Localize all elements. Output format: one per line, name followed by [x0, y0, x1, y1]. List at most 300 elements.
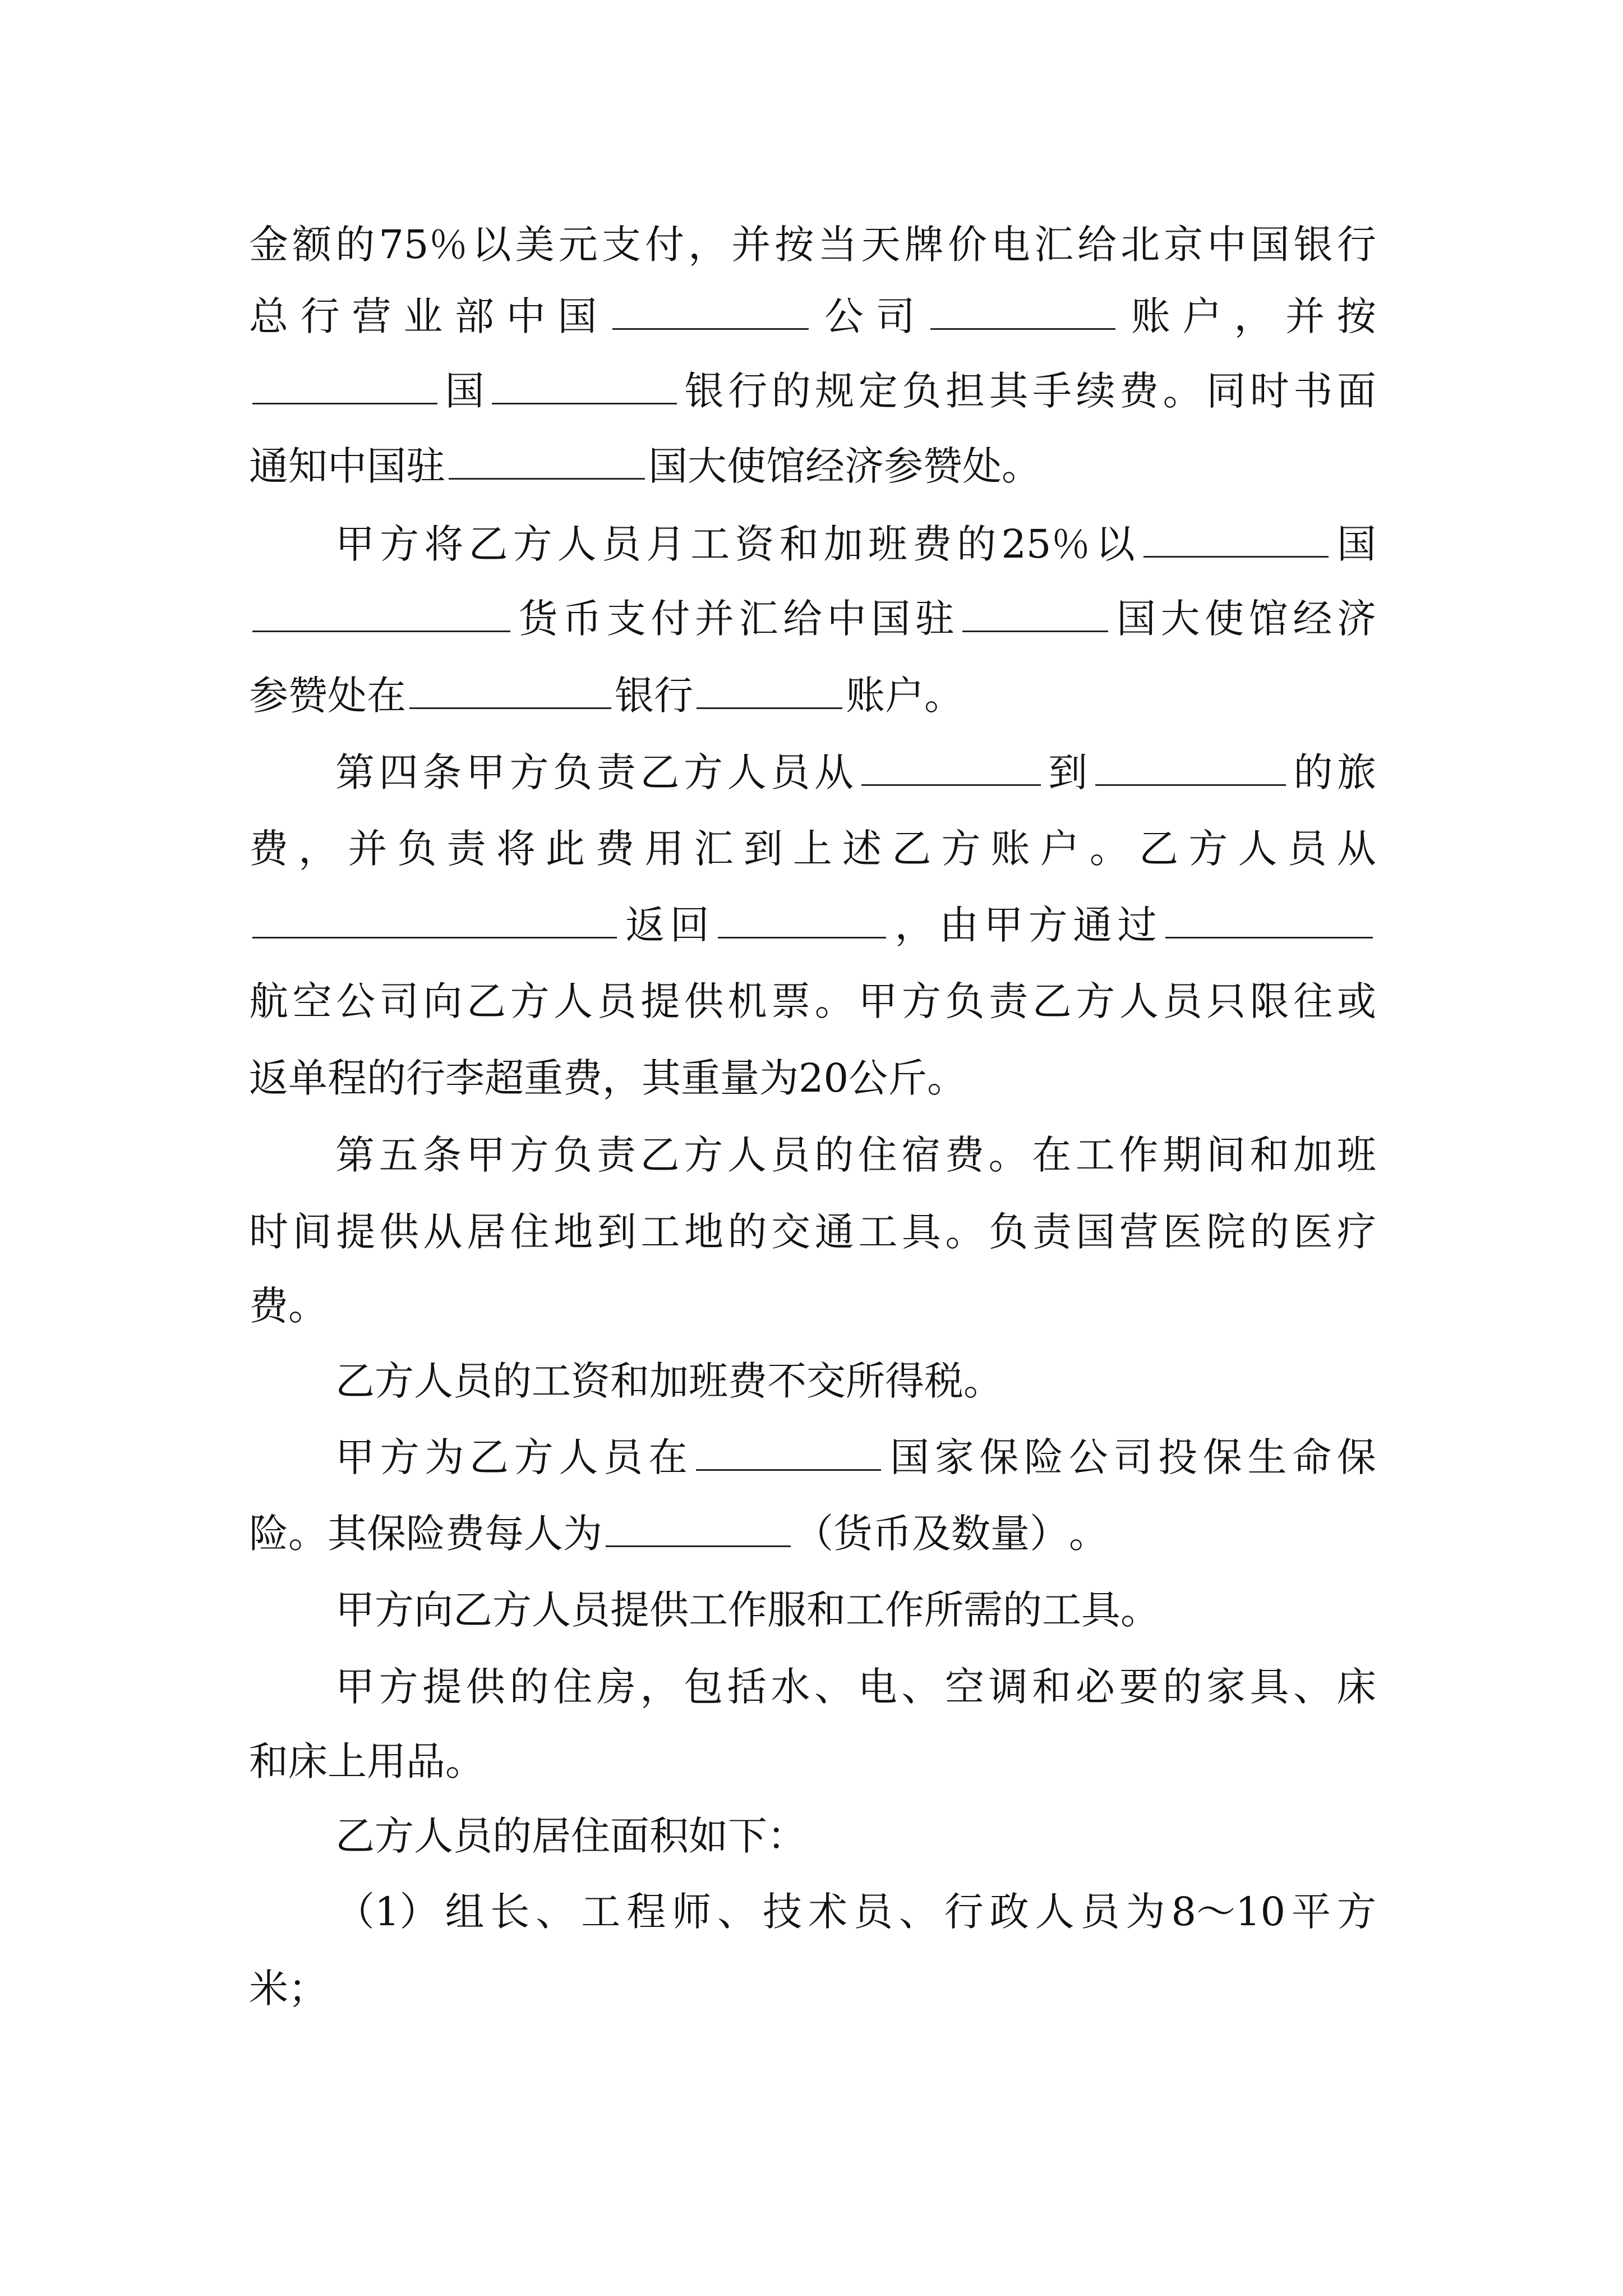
text-glyph: 的	[1293, 749, 1333, 795]
text-glyph: 通	[249, 443, 288, 489]
text-glyph: 馆	[766, 443, 805, 489]
text-glyph: 甲	[335, 1434, 375, 1480]
text-glyph: 京	[1164, 222, 1204, 268]
text-glyph: 和	[779, 521, 819, 567]
text-glyph: 牌	[904, 222, 944, 268]
text-glyph: 。	[288, 1283, 328, 1329]
text-glyph: 甲	[335, 521, 375, 567]
text-glyph: 并	[731, 222, 771, 268]
text-glyph: 提	[336, 1209, 376, 1255]
text-line	[249, 662, 1376, 729]
text-glyph: 费	[563, 1055, 602, 1101]
text-glyph: 户	[1182, 293, 1222, 339]
text-glyph: 知	[288, 443, 328, 489]
text-glyph: 20	[799, 1055, 849, 1101]
text-line	[249, 968, 1376, 1035]
text-glyph: 长	[490, 1889, 530, 1935]
text-glyph: 具	[1249, 1664, 1289, 1710]
text-glyph: 经	[1293, 596, 1332, 642]
text-glyph: 25％	[1001, 521, 1091, 567]
text-glyph: 述	[842, 826, 882, 872]
text-glyph: 驻	[915, 596, 955, 642]
text-glyph: 付	[651, 596, 690, 642]
text-glyph: 返	[625, 902, 665, 948]
text-glyph: ，	[1234, 293, 1274, 339]
text-glyph: 人	[1035, 1889, 1075, 1935]
text-glyph: 间	[292, 1209, 332, 1255]
text-glyph: 汇	[739, 596, 778, 642]
fill-in-blank[interactable]	[1095, 780, 1286, 786]
text-glyph: 期	[1163, 1132, 1202, 1178]
text-glyph: 提	[640, 978, 680, 1024]
text-glyph: 人	[559, 1434, 598, 1480]
text-glyph: 班	[1336, 1132, 1376, 1178]
text-glyph: 的	[1249, 1209, 1289, 1255]
text-glyph: 国	[1076, 1209, 1115, 1255]
text-glyph: 其	[989, 368, 1029, 414]
text-glyph: 公	[336, 978, 376, 1024]
text-glyph: 通	[1073, 902, 1113, 948]
text-glyph: 险	[249, 1511, 288, 1557]
text-glyph: 五	[379, 1132, 418, 1178]
fill-in-blank[interactable]	[697, 703, 842, 709]
text-glyph: 保	[1202, 1434, 1242, 1480]
text-glyph: 工	[846, 1587, 885, 1633]
text-glyph: 所	[924, 1587, 963, 1633]
text-glyph: 方	[1188, 826, 1228, 872]
text-glyph: 如	[689, 1813, 728, 1859]
fill-in-blank[interactable]	[492, 398, 677, 404]
text-glyph: 得	[885, 1358, 924, 1404]
text-glyph: 天	[861, 222, 901, 268]
text-line	[335, 1653, 1376, 1720]
fill-in-blank[interactable]	[696, 1465, 881, 1471]
text-glyph: 担	[945, 368, 985, 414]
text-glyph: 并	[694, 596, 734, 642]
text-glyph: ，	[688, 222, 728, 268]
text-glyph: ，	[895, 902, 934, 948]
text-glyph: 济	[1336, 596, 1376, 642]
text-glyph: 部	[454, 293, 494, 339]
text-glyph: 75％	[379, 222, 468, 268]
text-glyph: 方	[509, 749, 549, 795]
text-glyph: 作	[885, 1587, 924, 1633]
text-glyph: 上	[328, 1738, 367, 1784]
text-glyph: 从	[1336, 826, 1376, 872]
text-glyph: 乙	[469, 1434, 509, 1480]
text-glyph: 。	[988, 1132, 1028, 1178]
text-glyph: 银	[615, 673, 654, 719]
text-glyph: 方	[684, 1132, 723, 1178]
text-glyph: 需	[963, 1587, 1003, 1633]
text-glyph: 方	[901, 978, 941, 1024]
text-glyph: 险	[406, 1511, 445, 1557]
text-glyph: 国	[445, 368, 485, 414]
text-glyph: ）	[1030, 1511, 1069, 1557]
text-glyph: 方	[941, 826, 981, 872]
text-line	[249, 357, 1376, 425]
text-glyph: 积	[649, 1813, 689, 1859]
text-glyph: 汇	[694, 826, 734, 872]
text-glyph: 条	[422, 1132, 462, 1178]
text-glyph: 方	[1028, 902, 1068, 948]
text-glyph: 支	[606, 596, 646, 642]
text-glyph: 员	[603, 1434, 643, 1480]
text-glyph: 人	[554, 978, 593, 1024]
text-glyph: 。	[963, 1358, 1003, 1404]
text-glyph: 量	[720, 1055, 759, 1101]
text-glyph: 员	[601, 521, 641, 567]
text-glyph: 公	[1068, 1434, 1108, 1480]
text-glyph: 括	[727, 1664, 767, 1710]
text-glyph: 保	[1336, 1434, 1376, 1480]
text-glyph: 责	[989, 978, 1029, 1024]
text-glyph: 班	[689, 1358, 728, 1404]
text-glyph: 术	[808, 1889, 847, 1935]
text-glyph: 公	[849, 1055, 888, 1101]
text-glyph: 工	[581, 1889, 621, 1935]
text-line	[335, 510, 1376, 578]
text-glyph: 人	[532, 1587, 571, 1633]
text-glyph: 用	[644, 826, 684, 872]
text-glyph: 的	[1163, 1664, 1202, 1710]
text-glyph: 国	[1250, 222, 1290, 268]
text-glyph: 住	[553, 1664, 593, 1710]
text-glyph: 赞	[288, 673, 328, 719]
text-glyph: 的	[771, 368, 811, 414]
text-glyph: 人	[414, 1358, 453, 1404]
text-glyph: 人	[557, 521, 597, 567]
text-glyph: 责	[596, 1132, 636, 1178]
text-glyph: 只	[1206, 978, 1246, 1024]
text-glyph: 。	[1089, 826, 1129, 872]
text-glyph: 面	[1336, 368, 1376, 414]
text-glyph: 方	[514, 1434, 554, 1480]
fill-in-blank[interactable]	[252, 398, 437, 404]
text-glyph: 提	[610, 1587, 649, 1633]
text-glyph: 方	[513, 521, 552, 567]
text-line	[249, 1955, 1376, 2022]
text-glyph: 营	[352, 293, 391, 339]
text-glyph: 费	[249, 1283, 288, 1329]
text-glyph: 资	[735, 521, 774, 567]
text-line	[249, 1045, 1376, 1112]
text-glyph: 司	[1113, 1434, 1153, 1480]
text-glyph: 供	[465, 1664, 505, 1710]
text-glyph: 支	[601, 222, 641, 268]
text-glyph: 额	[292, 222, 332, 268]
text-glyph: 从	[423, 1209, 463, 1255]
fill-in-blank[interactable]	[612, 324, 809, 330]
text-glyph: 工	[858, 1209, 898, 1255]
fill-in-blank[interactable]	[252, 932, 617, 938]
fill-in-blank[interactable]	[930, 324, 1115, 330]
text-glyph: 票	[771, 978, 811, 1024]
text-glyph: 金	[249, 222, 288, 268]
text-glyph: 居	[532, 1813, 571, 1859]
text-glyph: 时	[1249, 368, 1289, 414]
text-line	[335, 1347, 1376, 1415]
text-glyph: 并	[348, 826, 388, 872]
text-glyph: 单	[288, 1055, 328, 1101]
text-glyph: 司	[875, 293, 915, 339]
text-glyph: 在	[367, 673, 406, 719]
text-glyph: 空	[292, 978, 332, 1024]
text-glyph: 给	[1077, 222, 1117, 268]
text-glyph: 月	[646, 521, 686, 567]
text-glyph: 国	[367, 443, 406, 489]
text-glyph: 工	[689, 1587, 728, 1633]
text-glyph: 其	[642, 1055, 681, 1101]
text-glyph: 方	[510, 978, 550, 1024]
fill-in-blank[interactable]	[962, 626, 1108, 632]
text-glyph: 将	[424, 521, 464, 567]
text-glyph: 北	[1121, 222, 1160, 268]
text-glyph: 投	[1158, 1434, 1198, 1480]
text-glyph: 参	[884, 443, 923, 489]
text-glyph: 使	[1205, 596, 1244, 642]
text-glyph: 员	[853, 1889, 893, 1935]
fill-in-blank[interactable]	[861, 780, 1041, 786]
text-glyph: 馆	[1248, 596, 1288, 642]
text-glyph: 大	[1160, 596, 1200, 642]
text-glyph: 作	[1119, 1132, 1159, 1178]
text-glyph: 医	[1163, 1209, 1202, 1255]
text-glyph: 行	[944, 1889, 984, 1935]
text-glyph: 并	[1285, 293, 1325, 339]
text-glyph: 为	[563, 1511, 602, 1557]
text-glyph: 按	[1336, 293, 1376, 339]
text-glyph: （	[794, 1511, 833, 1557]
text-line	[249, 815, 1376, 882]
text-glyph: 的	[727, 1209, 767, 1255]
text-glyph: 及	[912, 1511, 951, 1557]
text-glyph: 经	[805, 443, 845, 489]
text-line	[335, 739, 1376, 806]
text-glyph: 营	[1119, 1209, 1159, 1255]
text-glyph: 用	[367, 1738, 406, 1784]
text-glyph: 乙	[468, 521, 508, 567]
text-glyph: 乙	[640, 749, 680, 795]
text-glyph: 行	[406, 1055, 445, 1101]
text-glyph: 到	[1048, 749, 1088, 795]
text-glyph: 总	[249, 293, 288, 339]
text-glyph: 币	[873, 1511, 912, 1557]
fill-in-blank[interactable]	[718, 932, 886, 938]
text-glyph: 、	[901, 1664, 941, 1710]
text-glyph: 中	[328, 443, 367, 489]
fill-in-blank[interactable]	[606, 1541, 791, 1547]
text-line	[249, 1272, 1376, 1340]
text-glyph: 处	[328, 673, 367, 719]
text-glyph: 从	[814, 749, 854, 795]
text-glyph: 乙	[1032, 978, 1072, 1024]
text-glyph: 、	[814, 1664, 854, 1710]
text-glyph: 和	[249, 1738, 288, 1784]
text-line	[249, 585, 1376, 652]
text-glyph: 必	[1075, 1664, 1115, 1710]
text-glyph: 负	[553, 749, 593, 795]
fill-in-blank[interactable]	[409, 703, 611, 709]
text-glyph: 电	[857, 1664, 897, 1710]
text-glyph: 包	[684, 1664, 723, 1710]
text-glyph: 供	[649, 1587, 689, 1633]
text-glyph: 的	[509, 1664, 549, 1710]
text-glyph: 师	[672, 1889, 712, 1935]
text-glyph: 地	[554, 1209, 593, 1255]
text-glyph: 的	[367, 1055, 406, 1101]
text-glyph: 的	[492, 1813, 532, 1859]
text-glyph: 。	[1121, 1587, 1160, 1633]
text-glyph: 甲	[335, 1587, 375, 1633]
text-glyph: 美	[515, 222, 555, 268]
text-glyph: 交	[771, 1209, 811, 1255]
text-glyph: 国	[557, 293, 597, 339]
text-glyph: 命	[1292, 1434, 1332, 1480]
text-glyph: 技	[763, 1889, 803, 1935]
text-glyph: 旅	[1337, 749, 1376, 795]
text-glyph: 责	[1032, 1209, 1072, 1255]
text-glyph: 的	[814, 1132, 854, 1178]
fill-in-blank[interactable]	[1165, 932, 1373, 938]
text-glyph: 国	[1116, 596, 1156, 642]
text-glyph: 负	[989, 1209, 1029, 1255]
text-glyph: 大	[688, 443, 727, 489]
text-glyph: 费	[1119, 368, 1159, 414]
text-glyph: 的	[1003, 1587, 1042, 1633]
text-glyph: 国	[648, 443, 688, 489]
text-glyph: 方	[375, 1813, 414, 1859]
text-glyph: 人	[1238, 826, 1278, 872]
text-glyph: 每	[485, 1511, 524, 1557]
text-glyph: 住	[571, 1813, 610, 1859]
text-glyph: 工	[1042, 1587, 1081, 1633]
text-glyph: ，	[602, 1055, 642, 1101]
text-glyph: 人	[727, 1132, 767, 1178]
text-glyph: 面	[610, 1813, 649, 1859]
text-glyph: 数	[951, 1511, 990, 1557]
text-glyph: 付	[644, 222, 684, 268]
text-glyph: 负	[553, 1132, 593, 1178]
text-glyph: 航	[249, 978, 288, 1024]
text-glyph: 赞	[923, 443, 962, 489]
text-glyph: 业	[403, 293, 443, 339]
text-glyph: 方	[1076, 978, 1115, 1024]
text-glyph: 斤	[888, 1055, 928, 1101]
text-glyph: 返	[249, 1055, 288, 1101]
text-glyph: 住	[510, 1209, 550, 1255]
fill-in-blank[interactable]	[1144, 551, 1329, 558]
text-glyph: 回	[670, 902, 709, 948]
text-glyph: 由	[939, 902, 979, 948]
text-line	[249, 1198, 1376, 1266]
text-glyph: 以	[1095, 521, 1135, 567]
text-glyph: 在	[1032, 1132, 1072, 1178]
text-glyph: 向	[414, 1587, 453, 1633]
text-glyph: 币	[562, 596, 602, 642]
text-glyph: 中	[827, 596, 866, 642]
text-glyph: 使	[727, 443, 766, 489]
text-glyph: 供	[684, 978, 723, 1024]
text-glyph: 甲	[465, 1132, 505, 1178]
text-glyph: 和	[1032, 1664, 1072, 1710]
text-glyph: 费	[912, 521, 952, 567]
text-glyph: 过	[1117, 902, 1157, 948]
text-glyph: 司	[379, 978, 419, 1024]
text-glyph: 。	[445, 1738, 485, 1784]
text-glyph: 将	[496, 826, 536, 872]
text-glyph: 银	[1293, 222, 1333, 268]
text-glyph: 加	[649, 1358, 689, 1404]
text-glyph: 组	[445, 1889, 485, 1935]
text-line	[249, 1728, 1376, 1795]
text-glyph: 工	[690, 521, 730, 567]
text-glyph: 限	[1249, 978, 1289, 1024]
text-glyph: 。	[945, 1209, 985, 1255]
text-glyph: 工	[1075, 1132, 1115, 1178]
text-glyph: 。	[1163, 368, 1202, 414]
text-line	[249, 283, 1376, 350]
text-glyph: 员	[1163, 978, 1202, 1024]
text-glyph: 米	[249, 1966, 288, 2012]
text-glyph: 书	[1293, 368, 1333, 414]
text-glyph: 方	[492, 1587, 532, 1633]
text-glyph: 、	[898, 1889, 938, 1935]
text-glyph: 。	[1069, 1511, 1108, 1557]
text-glyph: 按	[774, 222, 814, 268]
text-glyph: 员	[597, 978, 637, 1024]
text-glyph: 所	[846, 1358, 885, 1404]
text-glyph: 。	[288, 1511, 328, 1557]
text-glyph: 公	[824, 293, 864, 339]
text-glyph: 乙	[453, 1587, 492, 1633]
text-glyph: ；	[288, 1966, 328, 2012]
text-glyph: 费	[595, 826, 635, 872]
text-glyph: 工	[532, 1358, 571, 1404]
text-glyph: 供	[379, 1209, 419, 1255]
text-glyph: 行	[728, 368, 768, 414]
text-glyph: 在	[648, 1434, 688, 1480]
fill-in-blank[interactable]	[449, 473, 645, 480]
text-glyph: 乙	[466, 978, 506, 1024]
text-glyph: 李	[445, 1055, 485, 1101]
text-glyph: 济	[845, 443, 884, 489]
text-glyph: 费	[944, 1132, 984, 1178]
text-glyph: 生	[1247, 1434, 1287, 1480]
text-glyph: 和	[610, 1358, 649, 1404]
text-glyph: 量	[990, 1511, 1030, 1557]
text-glyph: 方	[1336, 1889, 1376, 1935]
text-glyph: 乙	[892, 826, 932, 872]
text-glyph: 同	[1206, 368, 1246, 414]
text-glyph: 负	[902, 368, 942, 414]
text-glyph: 行	[654, 673, 693, 719]
text-glyph: 为	[1126, 1889, 1165, 1935]
text-glyph: 。	[814, 978, 854, 1024]
text-line	[335, 1802, 1376, 1870]
text-glyph: 水	[771, 1664, 810, 1710]
text-glyph: 驻	[406, 443, 445, 489]
text-glyph: 8～10	[1171, 1889, 1286, 1935]
text-glyph: 院	[1206, 1209, 1246, 1255]
text-glyph: 员	[1287, 826, 1327, 872]
text-glyph: 疗	[1336, 1209, 1376, 1255]
text-glyph: 第	[335, 749, 375, 795]
text-glyph: 保	[979, 1434, 1019, 1480]
text-glyph: 负	[397, 826, 437, 872]
fill-in-blank[interactable]	[252, 626, 510, 632]
text-glyph: 保	[367, 1511, 406, 1557]
